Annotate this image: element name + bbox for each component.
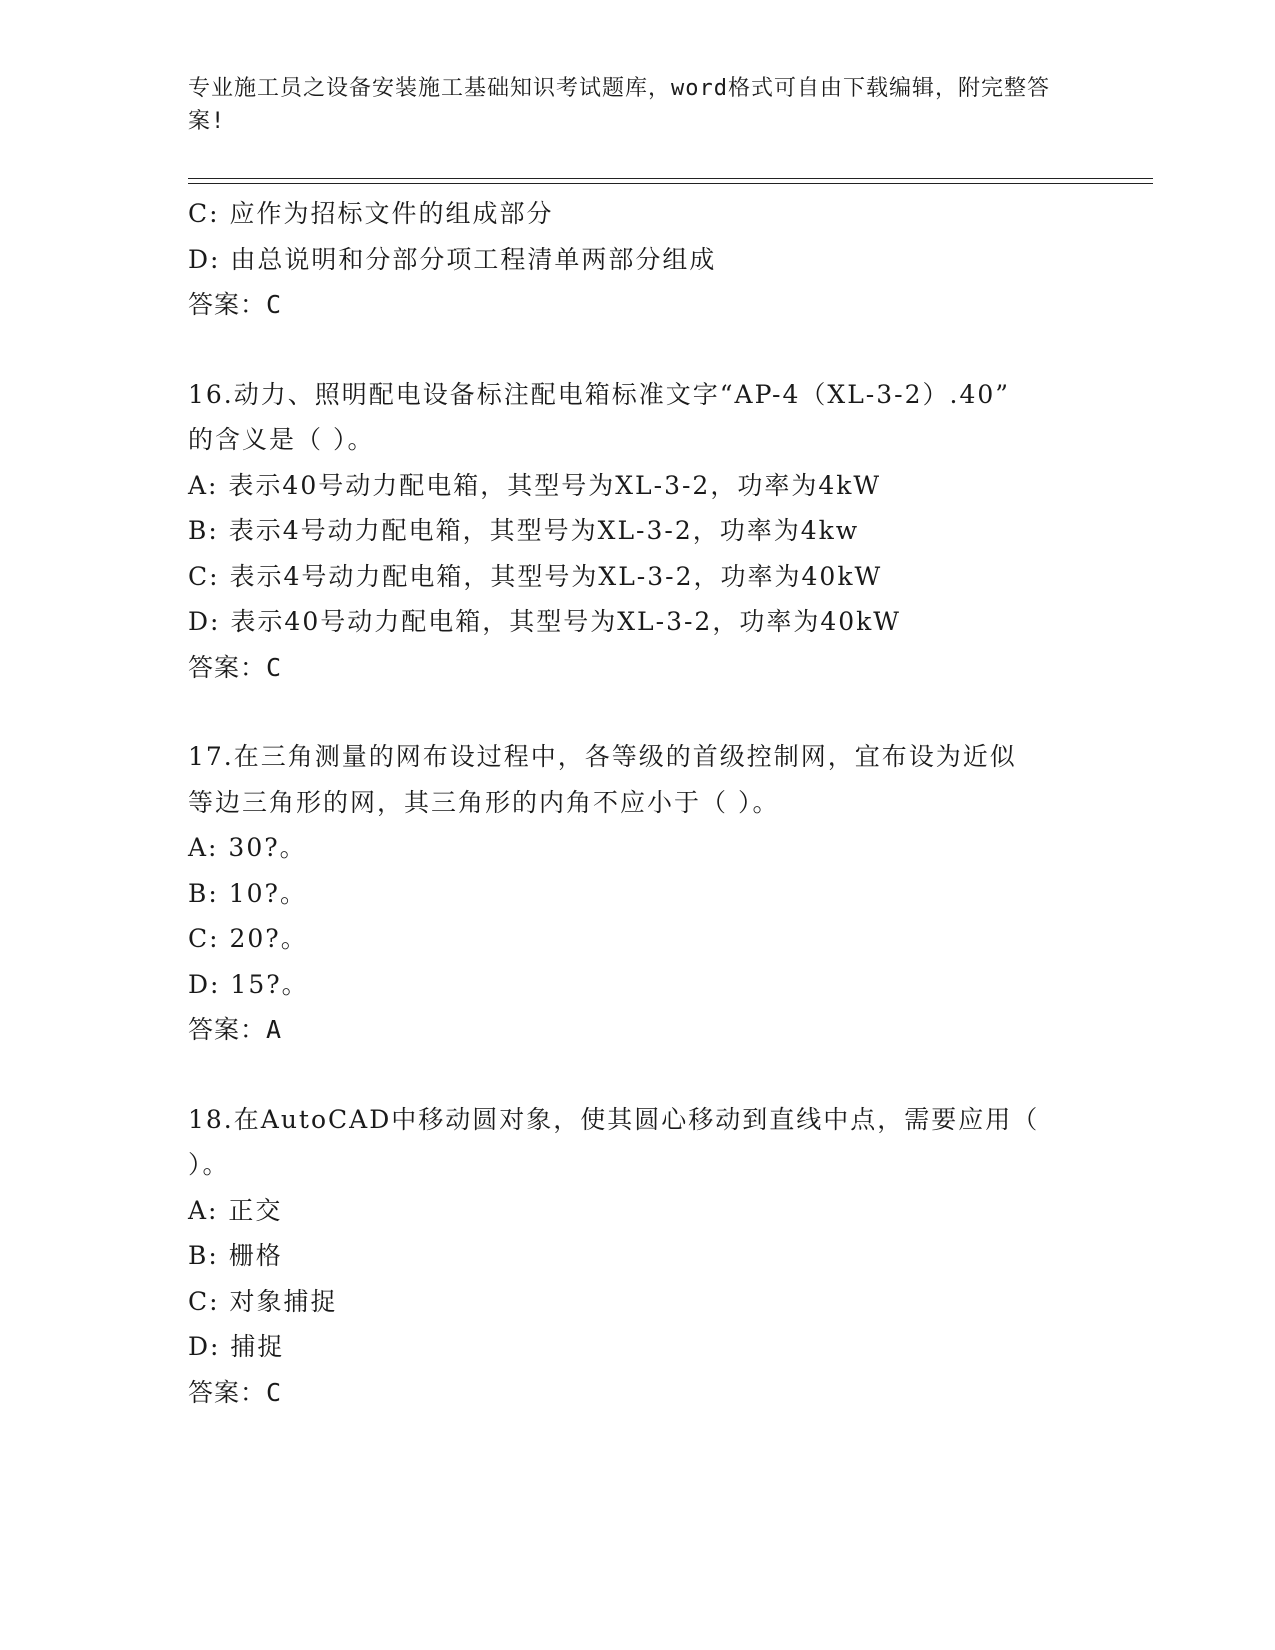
option-line: D: 表示40号动力配电箱，其型号为XL-3-2，功率为40kW xyxy=(188,607,901,636)
header-divider-top xyxy=(188,178,1153,179)
question-block-17 xyxy=(188,734,1088,1053)
question-block-16 xyxy=(188,372,1088,691)
prev-question-block xyxy=(188,191,1088,328)
answer-line: 答案：C xyxy=(188,652,283,682)
option-line: D: 捕捉 xyxy=(188,1332,285,1361)
option-line: C: 表示4号动力配电箱，其型号为XL-3-2，功率为40kW xyxy=(188,561,883,591)
question-content xyxy=(188,191,1088,1415)
option-line: C: 对象捕捉 xyxy=(188,1286,338,1316)
option-line: B: 10?。 xyxy=(188,878,307,908)
option-line: B: 表示4号动力配电箱，其型号为XL-3-2，功率为4kw xyxy=(188,516,860,545)
option-line: A: 表示40号动力配电箱，其型号为XL-3-2，功率为4kW xyxy=(188,470,882,500)
question-stem: 的含义是（ ）。 xyxy=(188,425,375,454)
question-block-18 xyxy=(188,1097,1088,1416)
answer-line: 答案：C xyxy=(188,290,283,319)
option-line: A: 30?。 xyxy=(188,833,307,862)
document-header: 专业施工员之设备安装施工基础知识考试题库，word格式可自由下载编辑，附完整答案! xyxy=(188,76,1050,134)
option-line: A: 正交 xyxy=(188,1195,283,1225)
answer-line: 答案：C xyxy=(188,1377,283,1407)
option-line: C: 20?。 xyxy=(188,924,308,953)
question-stem: 等边三角形的网，其三角形的内角不应小于（ ）。 xyxy=(188,787,780,817)
header-divider-bottom xyxy=(188,183,1153,184)
option-line: B: 栅格 xyxy=(188,1241,283,1270)
option-line: C: 应作为招标文件的组成部分 xyxy=(188,199,554,228)
question-stem: 16.动力、照明配电设备标注配电箱标准文字“AP-4（XL-3-2）.40” xyxy=(188,379,1011,409)
answer-line: 答案：A xyxy=(188,1015,283,1044)
question-stem: 17.在三角测量的网布设过程中，各等级的首级控制网，宜布设为近似 xyxy=(188,742,1017,771)
question-stem: 18.在AutoCAD中移动圆对象，使其圆心移动到直线中点，需要应用（ xyxy=(188,1104,1040,1134)
option-line: D: 15?。 xyxy=(188,969,309,999)
question-stem: ）。 xyxy=(188,1150,230,1179)
option-line: D: 由总说明和分部分项工程清单两部分组成 xyxy=(188,244,717,274)
